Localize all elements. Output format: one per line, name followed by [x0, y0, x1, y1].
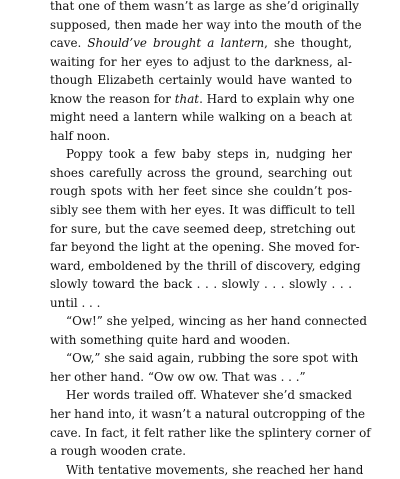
- paragraph-first-line: “Ow!” she yelped, wincing as her hand connected: [66, 314, 367, 329]
- paragraph-first-line: Her words trailed off. Whatever she’d smacked: [66, 388, 352, 403]
- italic-phrase: that: [174, 91, 200, 106]
- italic-phrase: Should’ve brought a lantern: [87, 36, 265, 51]
- paragraph-first-line: Poppy took a few baby steps in, nudging her: [66, 147, 352, 162]
- text-line: might need a lantern while walking on a beach at: [50, 110, 352, 125]
- text-line: half noon.: [50, 128, 111, 143]
- text-line: know the reason for that. Hard to explain why one: [50, 91, 355, 106]
- text-line: cave. In fact, it felt rather like the splintery corner of: [50, 425, 371, 440]
- text-line: a rough wooden crate.: [50, 444, 187, 459]
- text-line: though Elizabeth certainly would have wanted to: [50, 73, 352, 88]
- text-line: waiting for her eyes to adjust to the darkness, al-: [50, 54, 352, 69]
- text-line: her other hand. “Ow ow ow. That was . . .”: [50, 369, 306, 384]
- text-line: supposed, then made her way into the mouth of the: [50, 17, 362, 32]
- text-line: until . . .: [50, 295, 101, 310]
- text-line: with something quite hard and wooden.: [50, 332, 291, 347]
- text-line: cave. Should’ve brought a lantern, she thought,: [50, 36, 353, 51]
- paragraph-first-line: “Ow,” she said again, rubbing the sore spot with: [66, 351, 359, 366]
- page-text: [50, 0, 371, 479]
- text-line: slowly toward the back . . . slowly . . . slowly . . .: [50, 277, 352, 292]
- text-line: ward, emboldened by the thrill of discovery, edging: [50, 258, 361, 273]
- text-line: rough spots with her feet since she couldn’t pos-: [50, 184, 352, 199]
- text-line: sibly see them with her eyes. It was difficult to tell: [50, 203, 355, 218]
- text-line: for sure, but the cave seemed deep, stretching out: [50, 221, 356, 236]
- text-line: shoes carefully across the ground, searching out: [50, 165, 352, 180]
- text-line: her hand into, it wasn’t a natural outcropping of the: [50, 407, 366, 422]
- text-line: far beyond the light at the opening. She moved for-: [50, 240, 360, 255]
- paragraph-first-line: With tentative movements, she reached her hand: [66, 462, 364, 477]
- text-line: that one of them wasn’t as large as she’d originally: [50, 0, 359, 13]
